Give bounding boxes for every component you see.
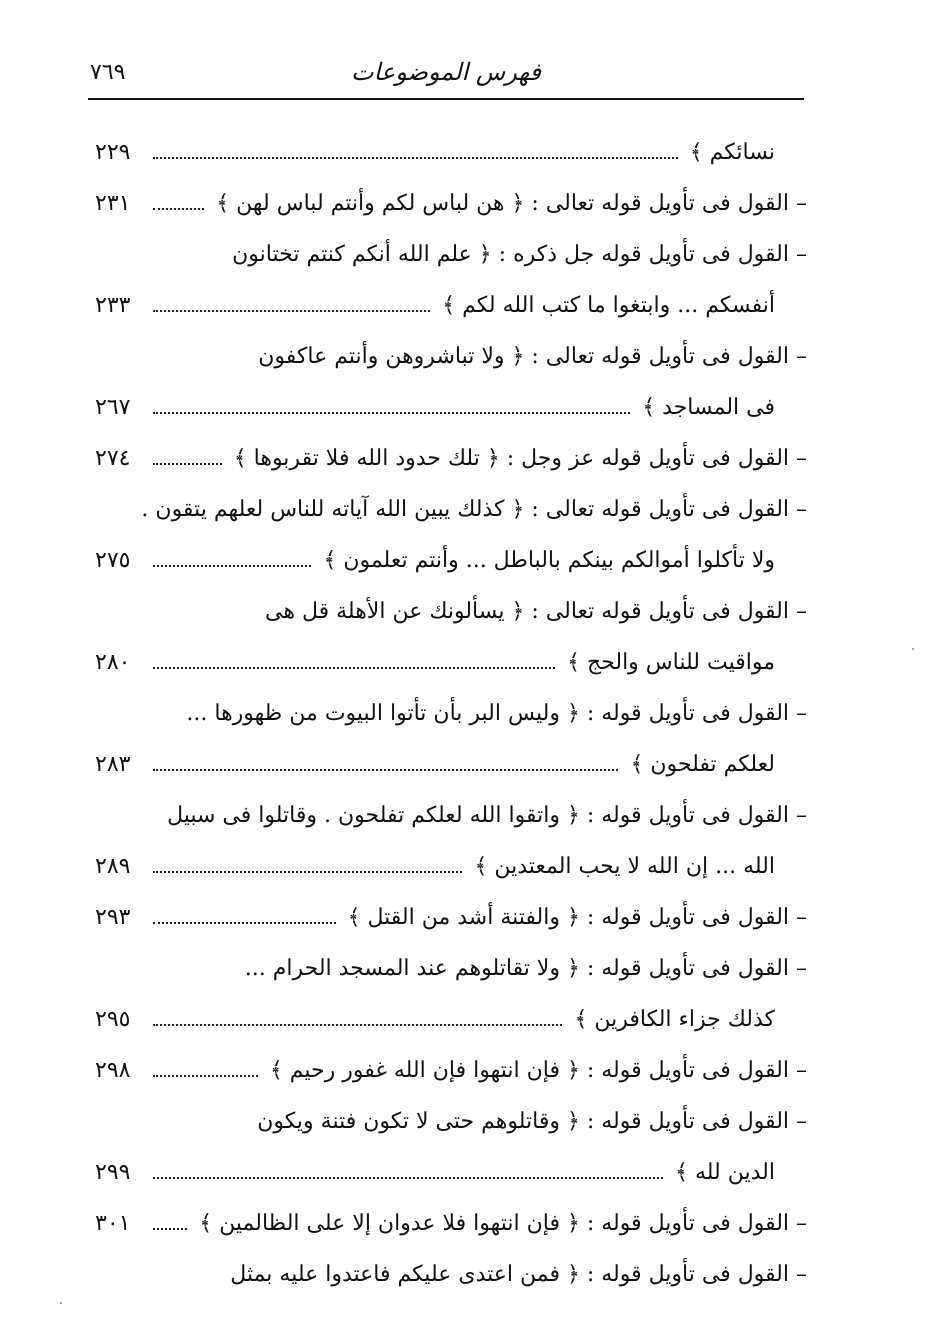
- dot-leader: [153, 412, 630, 414]
- toc-line: [95, 280, 807, 331]
- toc-page-number: ٢٩٣: [95, 905, 131, 930]
- dot-leader: [153, 157, 678, 159]
- toc-page-number: ٢٧٤: [95, 446, 131, 471]
- dot-leader: [153, 310, 430, 312]
- toc-entry-text: الله ... إن الله لا يحب المعتدين ﴾: [474, 854, 775, 879]
- header-page-number: ٧٦٩: [90, 60, 126, 85]
- toc-entry-text: لعلكم تفلحون ﴾: [630, 752, 775, 777]
- dot-leader: [153, 1228, 187, 1230]
- dot-leader: [153, 565, 311, 567]
- toc-line: [95, 1045, 807, 1096]
- toc-entry-text: – القول فى تأويل قوله : ﴿ ولا تقاتلوهم عند المسجد الحرام ...: [244, 956, 807, 981]
- toc-line: [95, 382, 807, 433]
- toc-entry-text: – القول فى تأويل قوله : ﴿ فإن انتهوا فإن الله غفور رحيم ﴾: [269, 1058, 807, 1083]
- toc-entry-text: كذلك جزاء الكافرين ﴾: [574, 1007, 775, 1032]
- toc-line: [95, 790, 807, 841]
- toc-page-number: ٢٨٣: [95, 752, 131, 777]
- dot-leader: [153, 667, 555, 669]
- dot-leader: [153, 1075, 258, 1077]
- toc-line: [95, 841, 807, 892]
- toc-page-number: ٢٨٩: [95, 854, 131, 879]
- toc-line: [95, 943, 807, 994]
- toc-line: [95, 433, 807, 484]
- toc-entry-text: – القول فى تأويل قوله عز وجل : ﴿ تلك حدود الله فلا تقربوها ﴾: [233, 446, 807, 471]
- toc-line: [95, 178, 807, 229]
- toc-line: [95, 127, 807, 178]
- scan-speck: [912, 648, 914, 650]
- toc-line: [95, 1096, 807, 1147]
- toc-page-number: ٢٦٧: [95, 395, 131, 420]
- toc-page-number: ٢٩٨: [95, 1058, 131, 1083]
- toc-line: [95, 1249, 807, 1300]
- toc-entry-text: – القول فى تأويل قوله : ﴿ وليس البر بأن تأتوا البيوت من ظهورها ...: [186, 701, 807, 726]
- toc-entry-text: نسائكم ﴾: [689, 140, 775, 165]
- header-rule: [88, 98, 804, 100]
- dot-leader: [153, 1177, 663, 1179]
- toc-entry-text: – القول فى تأويل قوله تعالى : ﴿ كذلك يبين الله آياته للناس لعلهم يتقون .: [141, 497, 807, 522]
- toc-entry-text: – القول فى تأويل قوله : ﴿ فمن اعتدى عليكم فاعتدوا عليه بمثل: [230, 1262, 807, 1287]
- toc-entry-text: ولا تأكلوا أموالكم بينكم بالباطل ... وأنتم تعلمون ﴾: [323, 548, 775, 573]
- toc-line: [95, 586, 807, 637]
- toc-line: [95, 229, 807, 280]
- toc-entry-text: – القول فى تأويل قوله تعالى : ﴿ ولا تباشروهن وأنتم عاكفون: [258, 344, 807, 369]
- toc-entry-text: الدين لله ﴾: [675, 1160, 775, 1185]
- toc-page-number: ٢٢٩: [95, 140, 131, 165]
- toc-line: [95, 637, 807, 688]
- toc-page-number: ٢٩٩: [95, 1160, 131, 1185]
- toc-entry-text: – القول فى تأويل قوله : ﴿ وقاتلوهم حتى لا تكون فتنة ويكون: [257, 1109, 807, 1134]
- dot-leader: [153, 922, 336, 924]
- toc-page-number: ٢٩٥: [95, 1007, 131, 1032]
- toc-line: [95, 892, 807, 943]
- running-header: [90, 58, 802, 98]
- toc-entry-text: – القول فى تأويل قوله تعالى : ﴿ هن لباس لكم وأنتم لباس لهن ﴾: [216, 191, 807, 216]
- toc-line: [95, 688, 807, 739]
- toc-entry-text: أنفسكم ... وابتغوا ما كتب الله لكم ﴾: [442, 293, 775, 318]
- toc-page-number: ٢٧٥: [95, 548, 131, 573]
- toc-line: [95, 1147, 807, 1198]
- toc-line: [95, 484, 807, 535]
- toc-line: [95, 1198, 807, 1249]
- dot-leader: [153, 208, 204, 210]
- toc-line: [95, 535, 807, 586]
- header-title: فهرس الموضوعات: [351, 58, 541, 86]
- toc-page-number: ٣٠١: [95, 1211, 131, 1236]
- toc-page-number: ٢٣٣: [95, 293, 131, 318]
- toc-page-number: ٢٣١: [95, 191, 131, 216]
- table-of-contents: [95, 127, 807, 1300]
- toc-entry-text: – القول فى تأويل قوله تعالى : ﴿ يسألونك عن الأهلة قل هى: [265, 599, 807, 624]
- toc-line: [95, 331, 807, 382]
- dot-leader: [153, 769, 618, 771]
- toc-line: [95, 739, 807, 790]
- toc-entry-text: فى المساجد ﴾: [642, 395, 775, 420]
- scan-speck: [60, 1302, 62, 1304]
- toc-entry-text: – القول فى تأويل قوله جل ذكره : ﴿ علم الله أنكم كنتم تختانون: [232, 242, 807, 267]
- toc-entry-text: – القول فى تأويل قوله : ﴿ والفتنة أشد من القتل ﴾: [347, 905, 807, 930]
- dot-leader: [153, 1024, 562, 1026]
- dot-leader: [153, 871, 462, 873]
- toc-line: [95, 994, 807, 1045]
- dot-leader: [153, 463, 222, 465]
- toc-entry-text: – القول فى تأويل قوله : ﴿ واتقوا الله لعلكم تفلحون . وقاتلوا فى سبيل: [167, 803, 807, 828]
- toc-entry-text: مواقيت للناس والحج ﴾: [567, 650, 775, 675]
- toc-page-number: ٢٨٠: [95, 650, 131, 675]
- toc-entry-text: – القول فى تأويل قوله : ﴿ فإن انتهوا فلا عدوان إلا على الظالمين ﴾: [199, 1211, 807, 1236]
